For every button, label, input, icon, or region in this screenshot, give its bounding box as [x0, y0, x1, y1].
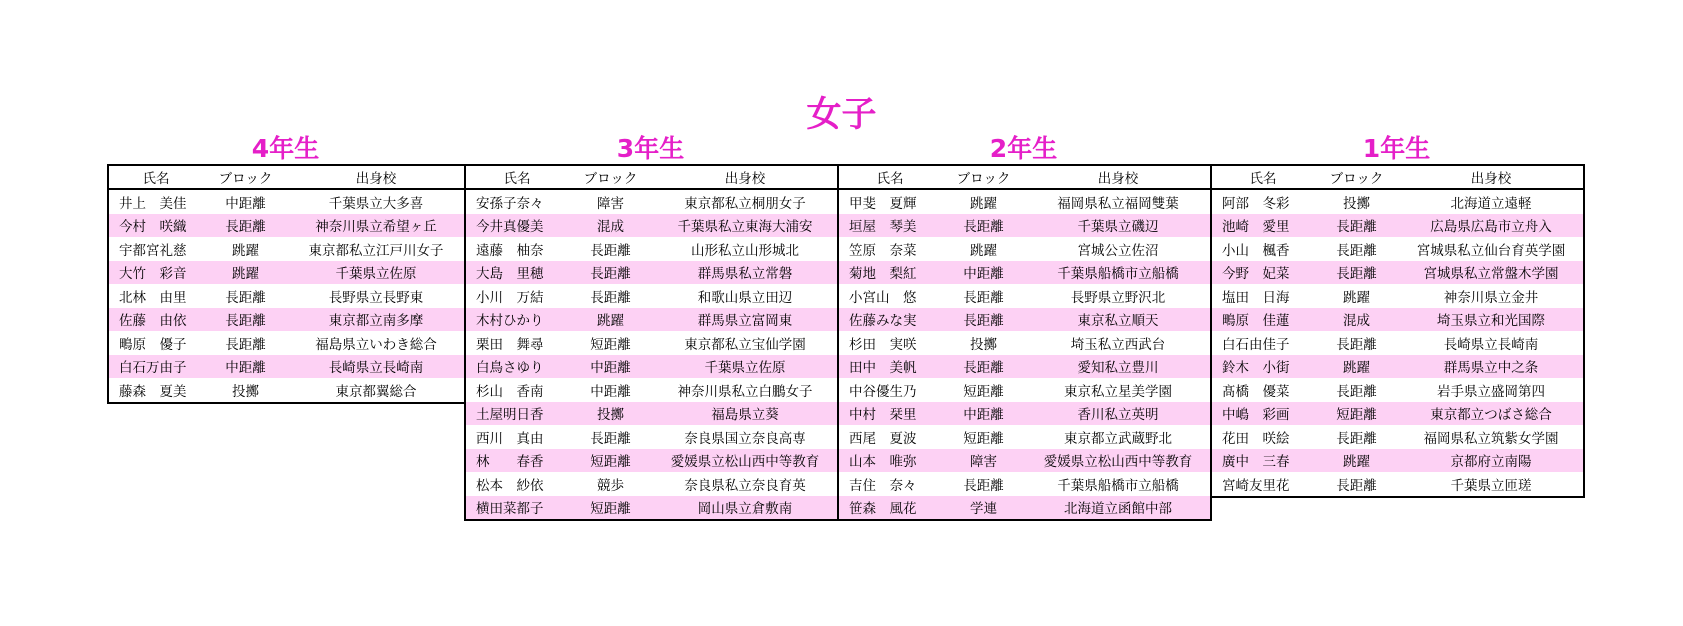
cell-block: 中距離 [203, 355, 288, 379]
table-row [838, 496, 1211, 521]
cell-school: 愛知私立豊川 [1026, 355, 1211, 379]
cell-name: 北林 由里 [119, 289, 187, 306]
cell-name: 今井真優美 [465, 214, 568, 238]
cell-name: 松本 紗依 [476, 477, 544, 494]
table-row [838, 425, 1211, 449]
cell-school: 群馬県私立常磐 [653, 261, 838, 285]
table-row [1211, 355, 1584, 379]
cell-name: 笠原 奈菜 [849, 242, 917, 259]
cell-school: 奈良県国立奈良高専 [684, 430, 806, 447]
cell-block: 跳躍 [1314, 449, 1399, 473]
cell-school: 東京都立武蔵野北 [1064, 430, 1172, 447]
cell-name: 今村 咲織 [108, 214, 203, 238]
cell-name: 佐藤みな実 [838, 308, 941, 332]
table-row [465, 402, 838, 426]
cell-block: 中距離 [941, 261, 1026, 285]
cell-school: 長野県立野沢北 [1070, 289, 1166, 306]
header-block: ブロック [568, 165, 653, 189]
cell-school: 和歌山県立田辺 [697, 289, 793, 306]
cell-school: 山形私立山形城北 [691, 242, 799, 259]
cell-name: 鴫原 優子 [119, 336, 187, 353]
roster-table-grade-4 [107, 164, 466, 404]
cell-school: 宮城県私立常盤木学園 [1399, 261, 1584, 285]
cell-block: 短距離 [963, 430, 1004, 447]
cell-name: 吉住 奈々 [849, 477, 917, 494]
cell-block: 長距離 [225, 289, 266, 306]
table-row [1211, 284, 1584, 308]
cell-school: 長野県立長野東 [328, 289, 424, 306]
table-row [838, 237, 1211, 261]
table-row [1211, 378, 1584, 402]
cell-block: 投擲 [568, 402, 653, 426]
cell-school: 広島県広島市立舟入 [1399, 214, 1584, 238]
cell-name: 笹森 風花 [838, 496, 941, 521]
header-name: 氏名 [465, 165, 568, 189]
table-row [838, 214, 1211, 238]
table-row [465, 355, 838, 379]
cell-name: 花田 咲絵 [1222, 430, 1290, 447]
cell-school: 埼玉県立和光国際 [1399, 308, 1584, 332]
table-row [1211, 472, 1584, 497]
table-row [838, 284, 1211, 308]
cell-block: 障害 [941, 449, 1026, 473]
cell-school: 東京私立星美学園 [1064, 383, 1172, 400]
header-name: 氏名 [1211, 165, 1314, 189]
cell-block: 投擲 [1343, 195, 1370, 212]
cell-school: 千葉県船橋市立船橋 [1057, 477, 1179, 494]
cell-name: 大竹 彩音 [108, 261, 203, 285]
header-block: ブロック [1314, 165, 1399, 189]
table-row [465, 261, 838, 285]
cell-block: 長距離 [941, 308, 1026, 332]
cell-school: 千葉県立佐原 [653, 355, 838, 379]
table-row [465, 425, 838, 449]
grade-label-3: 3年生 [616, 134, 685, 163]
table-row [838, 331, 1211, 355]
cell-name: 塩田 日海 [1222, 289, 1290, 306]
cell-school: 東京私立順天 [1026, 308, 1211, 332]
header-name: 氏名 [108, 165, 203, 189]
cell-block: 長距離 [1336, 477, 1377, 494]
cell-school: 福岡県私立福岡雙葉 [1057, 195, 1179, 212]
table-row [465, 189, 838, 214]
table-row [108, 284, 465, 308]
cell-name: 栗田 舞尋 [476, 336, 544, 353]
table-row [465, 308, 838, 332]
cell-name: 菊地 梨紅 [838, 261, 941, 285]
header-name: 氏名 [838, 165, 941, 189]
cell-block: 競歩 [597, 477, 624, 494]
cell-name: 横田菜都子 [465, 496, 568, 521]
cell-block: 短距離 [568, 449, 653, 473]
header-school: 出身校 [1399, 165, 1584, 189]
table-row [838, 261, 1211, 285]
cell-name: 土屋明日香 [465, 402, 568, 426]
cell-block: 投擲 [970, 336, 997, 353]
cell-name: 安孫子奈々 [476, 195, 544, 212]
cell-name: 田中 美帆 [838, 355, 941, 379]
cell-name: 中谷優生乃 [849, 383, 917, 400]
cell-block: 短距離 [568, 496, 653, 521]
grade-label-2: 2年生 [989, 134, 1058, 163]
table-row [465, 214, 838, 238]
cell-name: 杉田 実咲 [849, 336, 917, 353]
cell-block: 跳躍 [970, 195, 997, 212]
cell-block: 中距離 [941, 402, 1026, 426]
cell-school: 長崎県立長崎南 [288, 355, 465, 379]
cell-block: 短距離 [590, 336, 631, 353]
table-row [108, 355, 465, 379]
cell-block: 長距離 [963, 289, 1004, 306]
table-row [465, 449, 838, 473]
cell-name: 白石万由子 [108, 355, 203, 379]
cell-name: 小川 万結 [476, 289, 544, 306]
cell-school: 千葉県立匝瑳 [1450, 477, 1532, 494]
cell-name: 西川 真由 [476, 430, 544, 447]
cell-name: 鴫原 佳蓮 [1211, 308, 1314, 332]
cell-block: 中距離 [225, 195, 266, 212]
cell-block: 長距離 [1336, 383, 1377, 400]
cell-name: 小山 楓香 [1222, 242, 1290, 259]
table-row [108, 378, 465, 403]
cell-block: 中距離 [568, 355, 653, 379]
table-row [465, 496, 838, 521]
cell-name: 遠藤 柚奈 [476, 242, 544, 259]
cell-school: 福島県立いわき総合 [315, 336, 437, 353]
cell-name: 白鳥さゆり [465, 355, 568, 379]
table-header-row [1211, 165, 1584, 189]
cell-block: 障害 [597, 195, 624, 212]
table-header-row [108, 165, 465, 189]
cell-block: 短距離 [963, 383, 1004, 400]
cell-block: 跳躍 [568, 308, 653, 332]
roster-table-grade-3 [464, 164, 839, 521]
cell-school: 千葉県立磯辺 [1026, 214, 1211, 238]
grade-label-4: 4年生 [251, 134, 320, 163]
table-row [1211, 402, 1584, 426]
cell-name: 山本 唯弥 [838, 449, 941, 473]
table-row [1211, 189, 1584, 214]
cell-block: 長距離 [963, 477, 1004, 494]
table-row [838, 355, 1211, 379]
cell-block: 混成 [1314, 308, 1399, 332]
cell-name: 宇都宮礼慈 [119, 242, 187, 259]
table-row [108, 189, 465, 214]
cell-school: 愛媛県立松山西中等教育 [653, 449, 838, 473]
header-school: 出身校 [288, 165, 465, 189]
table-row [465, 472, 838, 496]
cell-school: 奈良県私立奈良育英 [684, 477, 806, 494]
cell-school: 神奈川県立希望ヶ丘 [288, 214, 465, 238]
cell-block: 短距離 [1314, 402, 1399, 426]
cell-block: 跳躍 [1314, 355, 1399, 379]
cell-block: 学連 [941, 496, 1026, 521]
table-row [1211, 261, 1584, 285]
cell-name: 鈴木 小街 [1211, 355, 1314, 379]
table-row [465, 284, 838, 308]
cell-block: 長距離 [941, 214, 1026, 238]
cell-block: 跳躍 [970, 242, 997, 259]
cell-name: 垣屋 琴美 [838, 214, 941, 238]
cell-block: 跳躍 [203, 261, 288, 285]
table-header-row [838, 165, 1211, 189]
cell-school: 宮城県私立仙台育英学園 [1416, 242, 1566, 259]
table-header-row [465, 165, 838, 189]
cell-school: 宮城公立佐沼 [1077, 242, 1159, 259]
cell-school: 東京都立南多摩 [288, 308, 465, 332]
cell-block: 長距離 [1336, 430, 1377, 447]
cell-name: 西尾 夏波 [849, 430, 917, 447]
cell-block: 長距離 [1314, 261, 1399, 285]
cell-school: 千葉県立大多喜 [328, 195, 424, 212]
table-row [465, 378, 838, 402]
cell-name: 小宮山 悠 [849, 289, 917, 306]
table-row [838, 378, 1211, 402]
cell-name: 林 春香 [465, 449, 568, 473]
cell-school: 埼玉私立西武台 [1070, 336, 1166, 353]
cell-school: 東京都翼総合 [335, 383, 417, 400]
cell-school: 福島県立葵 [653, 402, 838, 426]
cell-name: 杉山 香南 [476, 383, 544, 400]
table-row [1211, 214, 1584, 238]
table-row [108, 308, 465, 332]
header-block: ブロック [203, 165, 288, 189]
cell-block: 投擲 [232, 383, 259, 400]
cell-school: 千葉県私立東海大浦安 [653, 214, 838, 238]
cell-block: 中距離 [590, 383, 631, 400]
cell-block: 長距離 [568, 261, 653, 285]
cell-school: 千葉県立佐原 [288, 261, 465, 285]
cell-name: 阿部 冬彩 [1222, 195, 1290, 212]
cell-school: 北海道立函館中部 [1026, 496, 1211, 521]
header-school: 出身校 [1026, 165, 1211, 189]
table-row [108, 214, 465, 238]
cell-block: 長距離 [203, 308, 288, 332]
table-row [838, 472, 1211, 496]
cell-school: 長崎県立長崎南 [1443, 336, 1539, 353]
table-row [838, 449, 1211, 473]
cell-name: 藤森 夏美 [119, 383, 187, 400]
table-row [108, 237, 465, 261]
cell-name: 甲斐 夏輝 [849, 195, 917, 212]
cell-school: 東京都私立宝仙学園 [684, 336, 806, 353]
table-row [465, 331, 838, 355]
cell-name: 池崎 愛里 [1211, 214, 1314, 238]
cell-name: 白石由佳子 [1222, 336, 1290, 353]
grade-label-1: 1年生 [1362, 134, 1431, 163]
cell-school: 神奈川県立金井 [1443, 289, 1539, 306]
table-row [108, 261, 465, 285]
cell-school: 群馬県立中之条 [1399, 355, 1584, 379]
cell-school: 北海道立遠軽 [1450, 195, 1532, 212]
cell-school: 東京都立つばさ総合 [1399, 402, 1584, 426]
table-row [838, 402, 1211, 426]
cell-block: 長距離 [1336, 336, 1377, 353]
cell-name: 佐藤 由依 [108, 308, 203, 332]
cell-school: 岩手県立盛岡第四 [1437, 383, 1545, 400]
cell-name: 中嶋 彩画 [1211, 402, 1314, 426]
cell-block: 長距離 [1314, 214, 1399, 238]
cell-block: 長距離 [590, 430, 631, 447]
table-row [108, 331, 465, 355]
cell-school: 愛媛県立松山西中等教育 [1026, 449, 1211, 473]
cell-name: 木村ひかり [465, 308, 568, 332]
cell-block: 混成 [568, 214, 653, 238]
page-title: 女子 [806, 95, 877, 135]
cell-name: 井上 美佳 [119, 195, 187, 212]
cell-block: 長距離 [590, 242, 631, 259]
cell-name: 廣中 三春 [1211, 449, 1314, 473]
table-row [1211, 331, 1584, 355]
cell-block: 跳躍 [232, 242, 259, 259]
header-block: ブロック [941, 165, 1026, 189]
table-row [1211, 425, 1584, 449]
cell-block: 長距離 [225, 336, 266, 353]
cell-school: 群馬県立富岡東 [653, 308, 838, 332]
cell-school: 福岡県私立筑紫女学園 [1423, 430, 1559, 447]
cell-name: 大島 里穂 [465, 261, 568, 285]
roster-table-grade-1 [1210, 164, 1585, 498]
cell-name: 中村 栞里 [838, 402, 941, 426]
table-row [1211, 237, 1584, 261]
table-row [465, 237, 838, 261]
table-row [1211, 308, 1584, 332]
cell-name: 髙橋 優菜 [1222, 383, 1290, 400]
cell-school: 東京都私立江戸川女子 [308, 242, 444, 259]
cell-school: 京都府立南陽 [1399, 449, 1584, 473]
roster-table-grade-2 [837, 164, 1212, 521]
cell-block: 長距離 [1336, 242, 1377, 259]
header-school: 出身校 [653, 165, 838, 189]
cell-block: 長距離 [590, 289, 631, 306]
cell-block: 長距離 [941, 355, 1026, 379]
cell-school: 香川私立英明 [1026, 402, 1211, 426]
cell-block: 跳躍 [1343, 289, 1370, 306]
cell-school: 神奈川県私立白鵬女子 [677, 383, 813, 400]
cell-school: 千葉県船橋市立船橋 [1026, 261, 1211, 285]
table-row [838, 189, 1211, 214]
cell-school: 岡山県立倉敷南 [653, 496, 838, 521]
cell-school: 東京都私立桐朋女子 [684, 195, 806, 212]
table-row [838, 308, 1211, 332]
table-row [1211, 449, 1584, 473]
cell-block: 長距離 [203, 214, 288, 238]
cell-name: 宮崎友里花 [1222, 477, 1290, 494]
cell-name: 今野 妃菜 [1211, 261, 1314, 285]
